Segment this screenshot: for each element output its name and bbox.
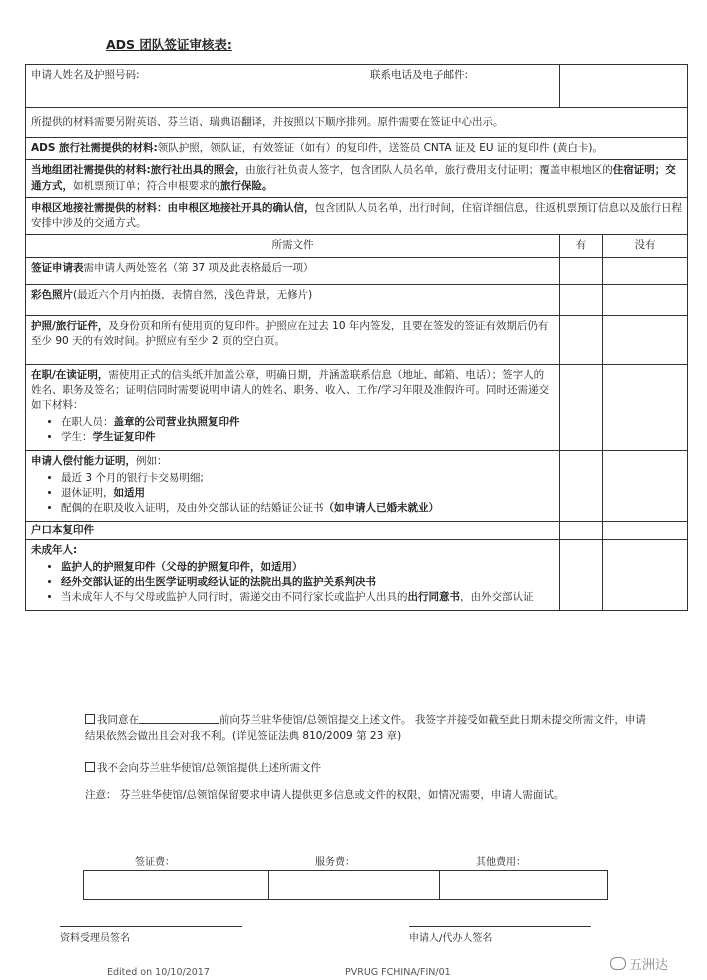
funds-label: 申请人偿付能力证明，	[31, 454, 136, 467]
local-agency-insurance: 旅行保险。	[220, 179, 273, 192]
application-form-item	[26, 257, 560, 284]
officer-signature-label: 资料受理员签名	[60, 933, 130, 944]
watermark-text: 五洲达	[629, 958, 669, 973]
hukou-label: 户口本复印件	[31, 523, 94, 536]
consent-submit-checkbox[interactable]	[85, 714, 95, 724]
fees-table	[83, 870, 608, 900]
name-passport-cell[interactable]	[26, 65, 560, 108]
employee-label: 在职人员：	[61, 416, 114, 429]
spouse-text: 配偶的在职及收入证明，及由外交部认证的结婚证公证书	[61, 502, 324, 515]
list-item	[61, 501, 554, 516]
service-fee-label: 服务费：	[315, 857, 355, 868]
form-title: ADS 团队签证审核表:	[106, 37, 232, 52]
embassy-note: 注意： 芬兰驻华使馆/总领馆保留要求申请人提供更多信息或文件的权限，如情况需要，申请人需面试。	[85, 789, 565, 801]
table-row	[26, 521, 688, 539]
visa-fee-field[interactable]	[84, 871, 269, 900]
hukou-item	[26, 521, 560, 539]
applicant-info-row	[26, 65, 688, 108]
list-item	[61, 415, 554, 430]
retirement-if-applicable: 如适用	[113, 487, 145, 500]
passport-label: 护照/旅行证件，	[31, 319, 109, 332]
table-row	[26, 284, 688, 315]
list-item: • 最近 3 个月的银行卡交易明细;	[61, 471, 554, 486]
travel-consent: 出行同意书	[407, 591, 460, 604]
col-no: 没有	[603, 235, 688, 257]
wechat-icon	[610, 957, 626, 970]
passport-no-box[interactable]	[603, 315, 688, 364]
consent-submit-text2: 前向芬兰驻华使馆/总领馆提交上述文件。 我签字并接受如截至此日期未提交所需文件，申请结果依然会做出且会对我不利。(详见签证法典 810/2009 第 23 章)	[85, 714, 646, 743]
photo-label: 彩色照片	[31, 288, 73, 301]
visa-fee-label: 签证费：	[135, 857, 175, 868]
footer-form-code: PVRUG FCHINA/FIN/01	[345, 967, 451, 978]
table-row	[26, 539, 688, 610]
consent-tail: ，由外交部认证	[460, 591, 534, 604]
passport-text: 及身份页和所有使用页的复印件。护照应在过去 10 年内签发，且要在签发的签证有效期后仍有至少 90 天的有效时间。护照应有至少 2 页的空白页。	[31, 319, 549, 347]
table-row	[26, 315, 688, 364]
intro-note: 所提供的材料需要另附英语、芬兰语、瑞典语翻译，并按照以下顺序排列。原件需要在签证中心出示。	[26, 108, 688, 138]
application-form-text: 需申请人两处签名（第 37 项及此表格最后一项）	[83, 261, 314, 274]
watermark	[610, 957, 668, 976]
ads-agency-text: 领队护照，领队证，有效签证（如有）的复印件，送签员 CNTA 证及 EU 证的复印件 (黄白卡)。	[157, 142, 603, 155]
photo-yes-box[interactable]	[560, 284, 603, 315]
funds-list	[31, 471, 554, 517]
other-fee-label: 其他费用：	[476, 857, 526, 868]
name-passport-label: 申请人姓名及护照号码:	[31, 69, 140, 81]
passport-item	[26, 315, 560, 364]
employment-text: 需使用正式的信头纸并加盖公章，明确日期，并涵盖联系信息（地址、邮箱、电话）；签字人的姓名、职务及签名；证明信同时需要说明申请人的姓名、职务、收入、工作/学习年限及准假许可。同时还需递交如下材料：	[31, 368, 550, 411]
applicant-signature-line[interactable]	[409, 926, 591, 927]
other-fee-field[interactable]	[440, 871, 608, 900]
footer-edited-date: Edited on 10/10/2017	[107, 967, 210, 978]
list-item	[61, 575, 554, 590]
col-required-docs: 所需文件	[26, 235, 560, 257]
local-agency-text1: 由旅行社负责人签字，包含团队人员名单，旅行费用支付证明；覆盖申根地区的	[245, 164, 613, 177]
receiving-agency-text: 包含团队人员名单，出行时间，住宿详细信息，往返机票预订信息以及旅行日程安排中涉及的交通方式。	[31, 201, 682, 230]
retirement-text: 退休证明，	[61, 487, 114, 500]
consent-submit-text1: 我同意在	[97, 714, 139, 726]
officer-signature-line[interactable]	[60, 926, 242, 927]
date-blank-field[interactable]	[139, 713, 219, 724]
hukou-no-box[interactable]	[603, 521, 688, 539]
col-yes: 有	[560, 235, 603, 257]
employment-yes-box[interactable]	[560, 364, 603, 450]
ads-agency-heading: ADS 旅行社需提供的材料:	[31, 142, 158, 155]
photo-item	[26, 284, 560, 315]
minor-yes-box[interactable]	[560, 539, 603, 610]
local-agency-heading: 当地组团社需提供的材料:	[31, 164, 151, 177]
guardian-passport: 监护人的护照复印件（父母的护照复印件，如适用）	[61, 560, 303, 573]
minor-label: 未成年人:	[31, 543, 78, 556]
contact-cell[interactable]	[370, 65, 688, 108]
local-agency-note-letter: 旅行社出具的照会，	[150, 164, 246, 177]
list-item	[61, 430, 554, 445]
student-requirement: 学生证复印件	[92, 431, 156, 444]
table-row	[26, 450, 688, 521]
consent-text: 当未成年人不与父母或监护人同行时，需递交由不同行家长或监护人出具的	[61, 591, 408, 604]
contact-label: 联系电话及电子邮件:	[370, 69, 469, 81]
employment-label: 在职/在读证明，	[31, 368, 109, 381]
funds-no-box[interactable]	[603, 450, 688, 521]
employee-requirement: 盖章的公司营业执照复印件	[113, 416, 240, 429]
list-item	[61, 486, 554, 501]
consent-decline	[85, 760, 655, 776]
applicant-signature-label: 申请人/代办人签名	[409, 933, 493, 944]
checklist-table	[25, 64, 688, 611]
local-agency-materials	[26, 160, 688, 197]
employment-no-box[interactable]	[603, 364, 688, 450]
funds-yes-box[interactable]	[560, 450, 603, 521]
consent-decline-text: 我不会向芬兰驻华使馆/总领馆提供上述所需文件	[97, 762, 322, 774]
employment-list	[31, 415, 554, 445]
student-label: 学生：	[61, 431, 93, 444]
photo-text: (最近六个月内拍摄，表情自然，浅色背景，无修片)	[73, 288, 313, 301]
column-header-row	[26, 235, 688, 257]
application-form-yes-box[interactable]	[560, 257, 603, 284]
minor-no-box[interactable]	[603, 539, 688, 610]
photo-no-box[interactable]	[603, 284, 688, 315]
minor-item	[26, 539, 560, 610]
birth-certificate: 经外交部认证的出生医学证明或经认证的法院出具的监护关系判决书	[61, 576, 376, 589]
list-item	[61, 560, 554, 575]
table-row	[26, 257, 688, 284]
funds-text: 例如：	[136, 454, 168, 467]
receiving-agency-materials	[26, 197, 688, 234]
service-fee-field[interactable]	[269, 871, 440, 900]
funds-item	[26, 450, 560, 521]
consent-submit	[85, 712, 655, 745]
application-form-no-box[interactable]	[603, 257, 688, 284]
hukou-yes-box[interactable]	[560, 521, 603, 539]
ads-agency-materials	[26, 138, 688, 160]
table-row	[26, 364, 688, 450]
spouse-condition: （如申请人已婚未就业）	[323, 502, 439, 515]
list-item	[61, 590, 554, 605]
consent-decline-checkbox[interactable]	[85, 762, 95, 772]
application-form-label: 签证申请表	[31, 261, 84, 274]
employment-item	[26, 364, 560, 450]
local-agency-text2: 如机票预订单；符合申根要求的	[73, 179, 220, 192]
minor-list	[31, 560, 554, 606]
passport-yes-box[interactable]	[560, 315, 603, 364]
receiving-agency-heading: 申根区地接社需提供的材料：由申根区地接社开具的确认信，	[31, 201, 315, 214]
local-agency-accommodation: 住宿证明；交通方式，	[31, 164, 676, 192]
